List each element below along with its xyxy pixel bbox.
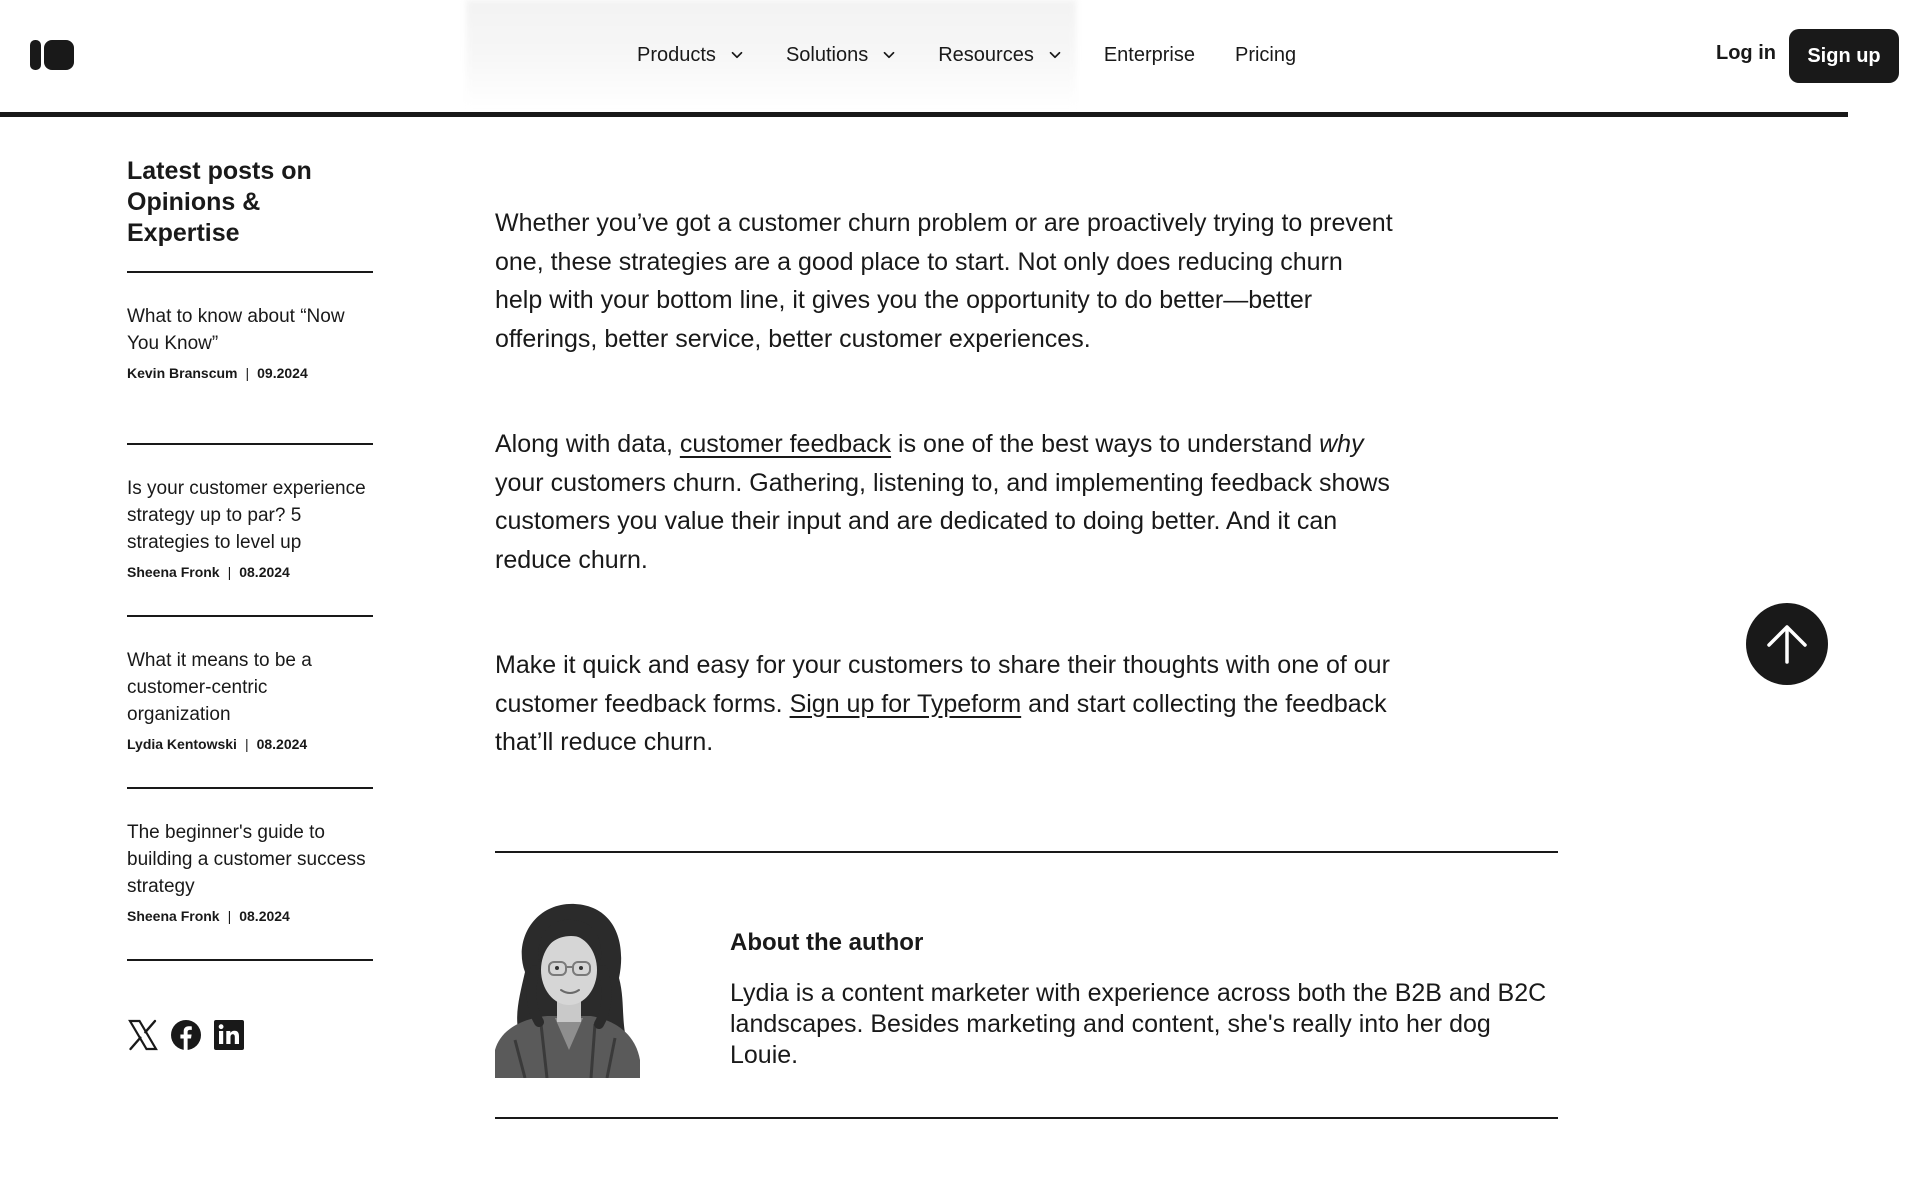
post-author: Sheena Fronk [127, 564, 220, 580]
article-paragraph [495, 646, 1395, 762]
sign-up-link[interactable]: Sign up for Typeform [789, 689, 1022, 718]
chevron-down-icon [880, 46, 898, 64]
post-meta [127, 564, 373, 580]
chevron-down-icon [728, 46, 746, 64]
author-divider-bottom [495, 1117, 1558, 1119]
social-share [127, 1019, 373, 1051]
article-paragraph [495, 425, 1395, 579]
nav-pricing[interactable] [1235, 44, 1296, 67]
emphasis-text: why [1319, 430, 1364, 458]
sidebar-post[interactable] [127, 271, 373, 443]
arrow-up-icon [1765, 622, 1809, 666]
nav-products-label: Products [637, 43, 716, 66]
post-date: 08.2024 [239, 564, 290, 580]
paragraph-text: is one of the best ways to understand [891, 430, 1320, 458]
post-author: Kevin Branscum [127, 365, 238, 381]
author-photo [495, 900, 640, 1078]
sidebar-post[interactable] [127, 615, 373, 787]
post-date: 08.2024 [239, 908, 290, 924]
post-title[interactable]: Is your customer experience strategy up to par? 5 strategies to level up [127, 478, 366, 553]
author-bio: Lydia is a content marketer with experience across both the B2B and B2C landscapes. Besides marketing and content, she's really into her dog Louie. [730, 979, 1547, 1069]
sidebar-post[interactable] [127, 443, 373, 615]
nav-solutions-label: Solutions [785, 43, 869, 66]
chevron-down-icon [1046, 46, 1064, 64]
post-author: Lydia Kentowski [127, 736, 237, 752]
article-paragraph: Whether you’ve got a customer churn problem or are proactively trying to prevent one, these strategies are a good place to start. Not only does reducing churn help with your bottom line, it gives you the opportunity to do better—better offerings, better service, better customer experiences. [495, 209, 1393, 353]
nav-enterprise[interactable] [1104, 44, 1195, 67]
post-meta [127, 908, 373, 924]
x-icon[interactable] [127, 1019, 159, 1051]
paragraph-text: your customers churn. Gathering, listening to, and implementing feedback shows customers you value their input and are dedicated to doing better. And it can reduce churn. [495, 468, 1390, 574]
linkedin-icon[interactable] [213, 1019, 245, 1051]
author-divider-top [495, 851, 1558, 853]
post-title[interactable]: What to know about “Now You Know” [127, 306, 345, 354]
nav-resources[interactable] [938, 44, 1064, 67]
post-date: 08.2024 [256, 736, 308, 752]
paragraph-text: and start collecting the feedback that’ll reduce churn. [495, 689, 1387, 756]
article-body [495, 204, 1395, 829]
paragraph-text: Along with data, [495, 430, 680, 458]
post-date: 09.2024 [257, 365, 308, 381]
post-title[interactable]: The beginner's guide to building a customer success strategy [127, 822, 366, 897]
site-header [0, 0, 1920, 116]
post-title[interactable]: What it means to be a customer-centric organization [127, 650, 312, 725]
post-meta [127, 736, 373, 752]
paragraph-text: Make it quick and easy for your customers to share their thoughts with one of our customer feedback forms. [495, 651, 1390, 718]
post-meta-separator: | [244, 736, 249, 752]
post-meta-separator: | [227, 908, 232, 924]
sidebar-divider [127, 959, 373, 961]
post-meta-separator: | [245, 365, 250, 381]
nav-pricing-label: Pricing [1234, 43, 1297, 66]
nav-resources-label: Resources [938, 43, 1034, 66]
back-to-top-button[interactable] [1746, 603, 1828, 685]
typeform-logo-icon[interactable] [30, 40, 74, 70]
nav-products[interactable] [637, 44, 746, 67]
sidebar-title: Latest posts on Opinions & Expertise [127, 157, 312, 247]
post-meta [127, 365, 373, 381]
login-link[interactable]: Log in [1716, 42, 1776, 64]
post-author: Sheena Fronk [127, 908, 220, 924]
signup-button[interactable]: Sign up [1789, 29, 1899, 83]
header-divider [0, 112, 1848, 117]
facebook-icon[interactable] [170, 1019, 202, 1051]
post-meta-separator: | [227, 564, 232, 580]
latest-posts-sidebar [127, 156, 373, 1051]
nav-solutions[interactable] [786, 44, 898, 67]
nav-enterprise-label: Enterprise [1103, 43, 1195, 66]
customer-feedback-link[interactable]: customer feedback [679, 430, 892, 458]
main-nav [637, 38, 1336, 72]
sidebar-post[interactable] [127, 787, 373, 959]
author-heading: About the author [730, 929, 924, 956]
